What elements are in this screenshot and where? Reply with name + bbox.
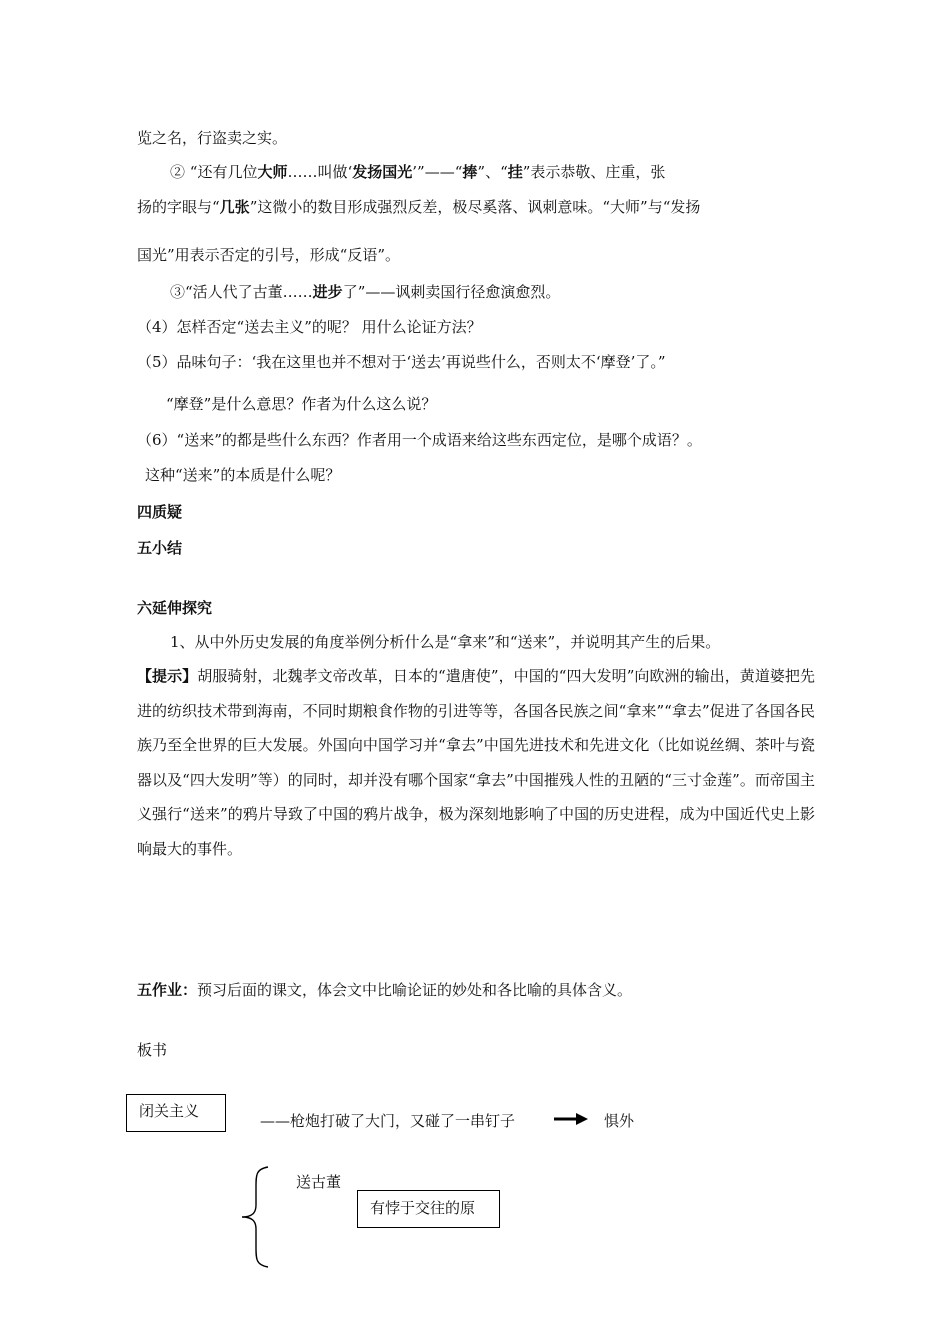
curly-brace-icon <box>238 1165 274 1269</box>
text-line <box>137 197 700 217</box>
text-run: ”、“ <box>477 163 508 181</box>
bold-text: 几张 <box>219 198 250 216</box>
homework-label: 五作业： <box>137 981 198 999</box>
text-run: ’”——“ <box>412 163 463 181</box>
homework-text: 预习后面的课文，体会文中比喻论证的妙处和各比喻的具体含义。 <box>197 981 633 999</box>
text-run: ”表示恭敬、庄重，张 <box>522 163 666 181</box>
text-line: 览之名，行盗卖之实。 <box>137 129 288 147</box>
homework-line <box>137 980 632 1000</box>
text-run: ”这微小的数目形成强烈反差，极尽奚落、讽刺意味。“大师”与“发扬 <box>249 198 701 216</box>
bold-text: 挂 <box>507 163 523 181</box>
text-line <box>170 282 560 302</box>
text-run: ……叫做‘ <box>287 163 353 181</box>
extension-item-1: 1、从中外历史发展的角度举例分析什么是“拿来”和“送来”，并说明其产生的后果。 <box>170 633 721 651</box>
question-4: （4）怎样否定“送去主义”的呢？ 用什么论证方法？ <box>137 318 482 336</box>
text-run: ③“活人代了古董…… <box>170 283 313 301</box>
circled-number: ② <box>170 163 186 181</box>
hint-paragraph <box>137 659 815 866</box>
question-5-followup: “摩登”是什么意思？作者为什么这么说？ <box>166 395 437 413</box>
bold-text: 捧 <box>462 163 478 181</box>
question-5: （5）品味句子：‘我在这里也并不想对于‘送去’再说些什么，否则太不‘摩登’了。” <box>137 353 666 371</box>
text-run: 扬的字眼与“ <box>137 198 220 216</box>
text-line: 国光”用表示否定的引号，形成“反语”。 <box>137 246 401 264</box>
heading-extension: 六延伸探究 <box>137 599 213 617</box>
board-title: 板书 <box>137 1041 168 1059</box>
question-6-followup: 这种“送来”的本质是什么呢？ <box>145 466 341 484</box>
board-box-closed-door <box>126 1094 226 1132</box>
bold-text: 大师 <box>257 163 288 181</box>
board-line-1: ——枪炮打破了大门，又碰了一串钉子 <box>260 1112 516 1130</box>
text-line <box>170 162 665 182</box>
heading-summary: 五小结 <box>137 539 183 557</box>
right-arrow-icon <box>554 1112 590 1126</box>
text-run: 了”——讽刺卖国行径愈演愈烈。 <box>342 283 561 301</box>
board-branch-1: 送古董 <box>296 1173 342 1191</box>
box-label: 有悖于交往的原 <box>370 1199 476 1217</box>
box-label: 闭关主义 <box>139 1102 200 1120</box>
hint-text: 胡服骑射，北魏孝文帝改革，日本的“遣唐使”，中国的“四大发明”向欧洲的输出，黄道婆把先进的纺织技术带到海南，不同时期粮食作物的引进等等，各国各民族之间“拿来”“拿去”促进了各国各民族乃至全世界的巨大发展。外国向中国学习并“拿去”中国先进技术和先进文化（比如说丝绸、茶叶与瓷器以及“四大发明”等）的同时，却并没有哪个国家“拿去”中国摧残人性的丑陋的“三寸金莲”。而帝国主义强行“送来”的鸦片导致了中国的鸦片战争，极为深刻地影响了中国的历史进程，成为中国近代史上影响最大的事件。 <box>137 667 815 858</box>
bold-text: 进步 <box>312 283 343 301</box>
hint-label: 【提示】 <box>137 667 198 685</box>
bold-text: 发扬国光 <box>352 163 413 181</box>
board-box-principle <box>357 1190 500 1228</box>
question-6: （6）“送来”的都是些什么东西？作者用一个成语来给这些东西定位，是哪个成语？。 <box>137 431 702 449</box>
heading-questioning: 四质疑 <box>137 503 183 521</box>
text-run: “还有几位 <box>189 163 258 181</box>
board-result-1: 惧外 <box>604 1112 635 1130</box>
